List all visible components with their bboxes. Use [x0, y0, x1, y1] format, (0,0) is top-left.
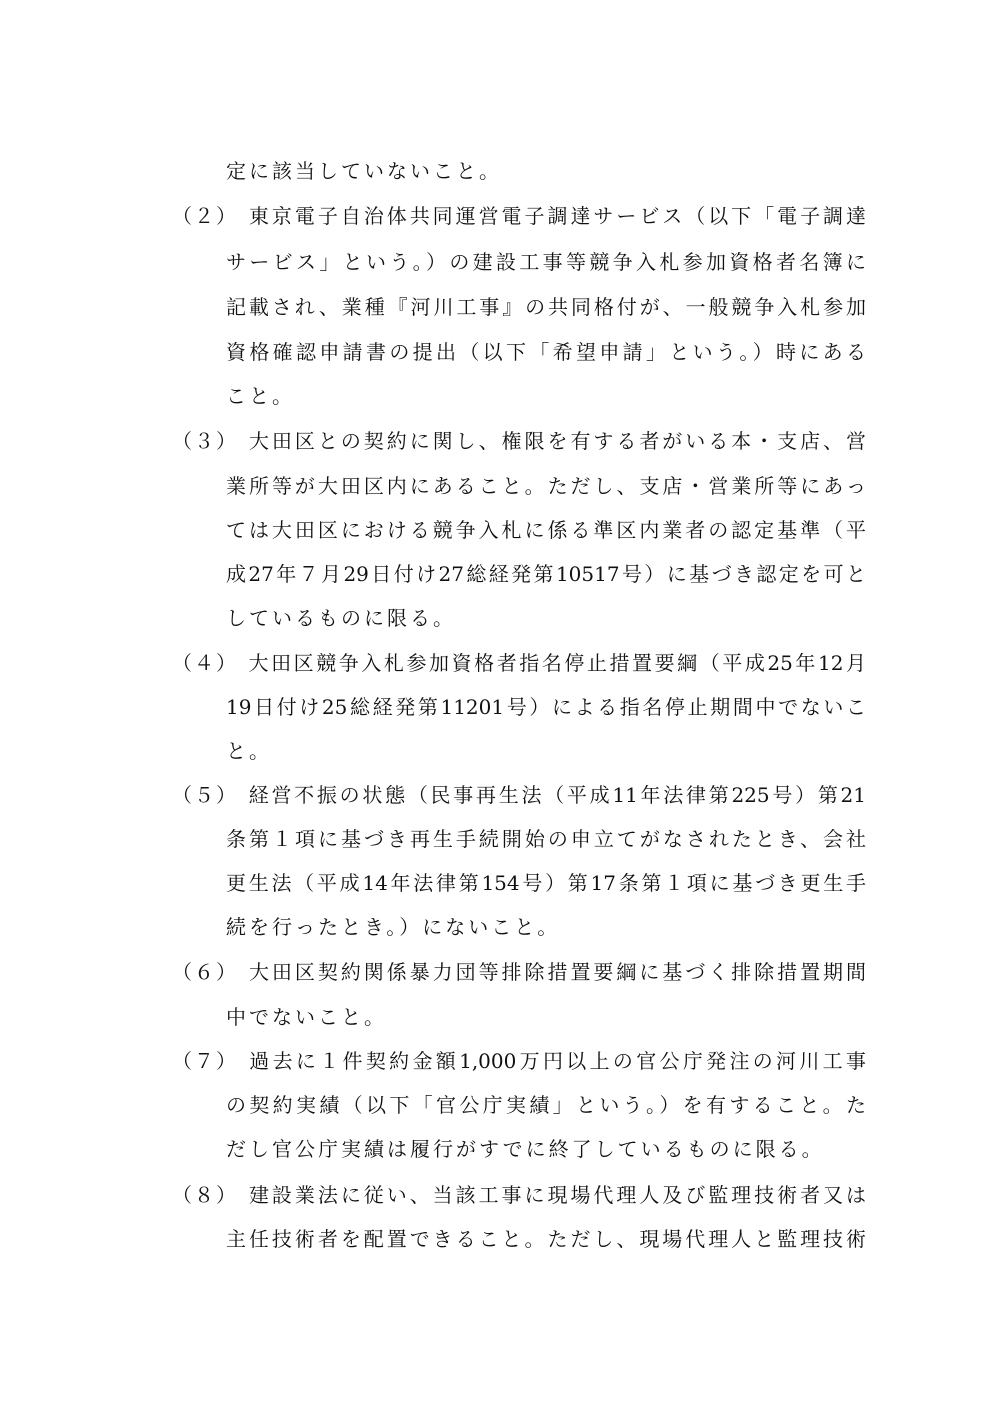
text-line: 成27年７月29日付け27総経発第10517号）に基づき認定を可と [226, 562, 866, 586]
text-line: ては大田区における競争入札に係る準区内業者の認定基準（平 [226, 518, 866, 542]
item-number: （３） [172, 429, 238, 453]
text-line: 建設業法に従い、当該工事に現場代理人及び監理技術者又は [226, 1183, 866, 1207]
text-line: 19日付け25総経発第11201号）による指名停止期間中でないこ [226, 695, 866, 719]
text-line: 業所等が大田区内にあること。ただし、支店・営業所等にあっ [226, 474, 866, 498]
item-number: （５） [172, 783, 238, 807]
item-number: （４） [172, 651, 238, 675]
text-line: サービス」という。）の建設工事等競争入札参加資格者名簿に [226, 250, 866, 274]
item-number: （６） [172, 960, 238, 984]
text-line: 大田区契約関係暴力団等排除措置要綱に基づく排除措置期間 [226, 960, 866, 984]
text-line: 中でないこと。 [226, 1005, 387, 1029]
text-line: 更生法（平成14年法律第154号）第17条第１項に基づき更生手 [226, 871, 866, 895]
text-line: 記載され、業種『河川工事』の共同格付が、一般競争入札参加 [226, 295, 866, 319]
text-line: 資格確認申請書の提出（以下「希望申請」という。）時にある [226, 340, 866, 364]
text-line: しているものに限る。 [226, 606, 456, 630]
text-line: 大田区競争入札参加資格者指名停止措置要綱（平成25年12月 [226, 651, 866, 675]
text-line: だし官公庁実績は履行がすでに終了しているものに限る。 [226, 1137, 825, 1161]
text-line: の契約実績（以下「官公庁実績」という。）を有すること。た [226, 1093, 866, 1117]
text-line: 続を行ったとき。）にないこと。 [226, 915, 561, 939]
item-number: （８） [172, 1183, 238, 1207]
text-line: 主任技術者を配置できること。ただし、現場代理人と監理技術 [226, 1227, 866, 1251]
text-line: 東京電子自治体共同運営電子調達サービス（以下「電子調達 [226, 204, 866, 228]
text-line: 過去に１件契約金額1,000万円以上の官公庁発注の河川工事 [226, 1049, 866, 1073]
text-line: 定に該当していないこと。 [226, 159, 502, 183]
item-number: （２） [172, 204, 238, 228]
text-line: 条第１項に基づき再生手続開始の申立てがなされたとき、会社 [226, 827, 866, 851]
text-line: と。 [226, 739, 272, 763]
text-line: 大田区との契約に関し、権限を有する者がいる本・支店、営 [226, 429, 866, 453]
item-number: （７） [172, 1049, 238, 1073]
text-line: 経営不振の状態（民事再生法（平成11年法律第225号）第21 [226, 783, 866, 807]
text-line: こと。 [226, 384, 295, 408]
